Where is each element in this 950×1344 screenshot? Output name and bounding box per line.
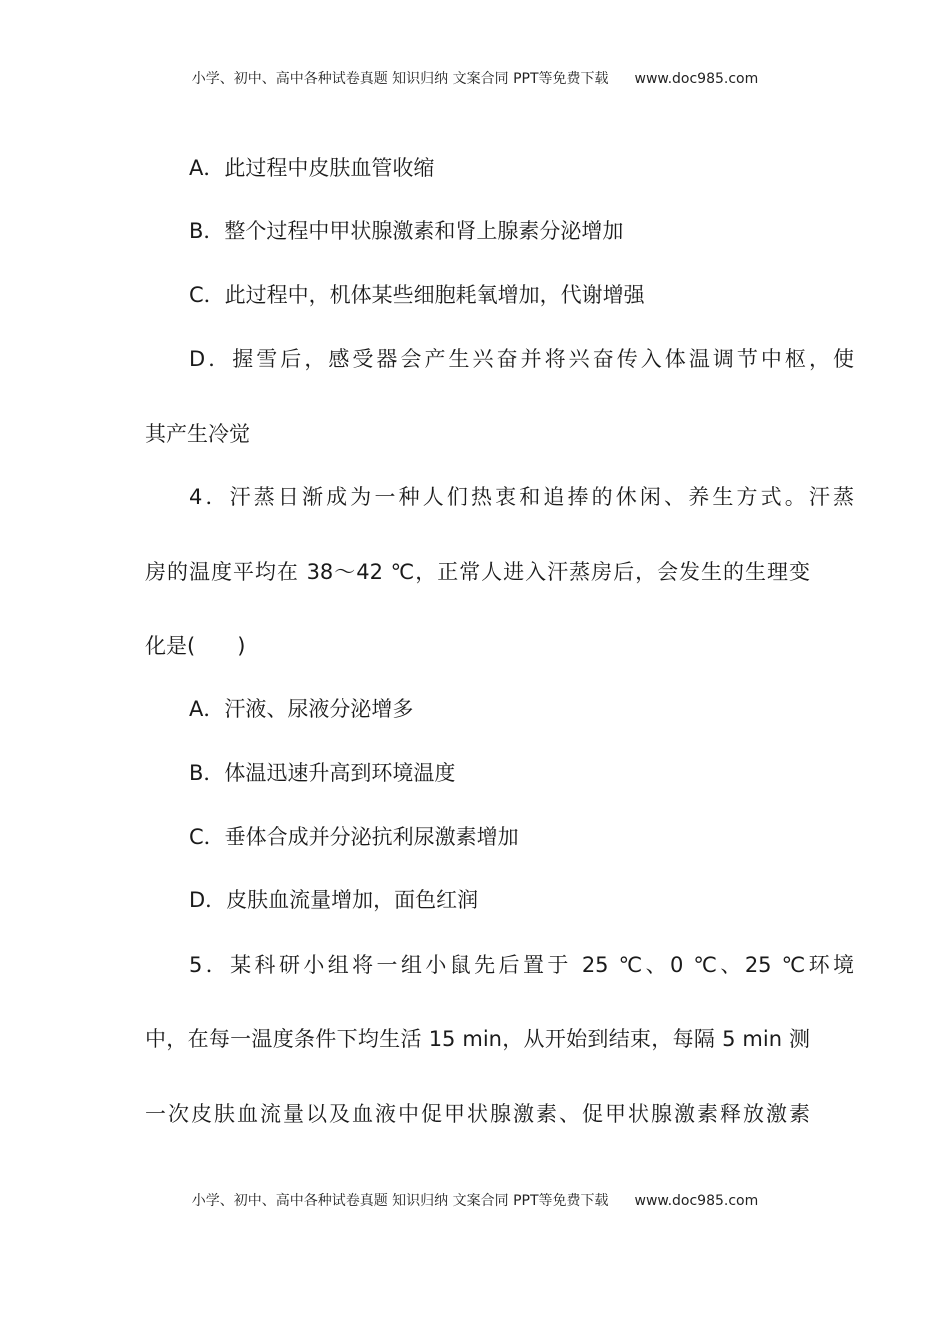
q3-option-c: C．此过程中，机体某些细胞耗氧增加，代谢增强 <box>189 283 645 307</box>
q4-option-b: B．体温迅速升高到环境温度 <box>189 761 456 785</box>
footer-text: 小学、初中、高中各种试卷真题 知识归纳 文案合同 PPT等免费下载 <box>191 1193 609 1209</box>
q5-stem-line2: 中，在每一温度条件下均生活 15 min，从开始到结束，每隔 5 min 测 <box>145 1027 810 1051</box>
q4-option-a: A．汗液、尿液分泌增多 <box>189 697 414 721</box>
header-site-link[interactable]: www.doc985.com <box>634 71 759 87</box>
header-text: 小学、初中、高中各种试卷真题 知识归纳 文案合同 PPT等免费下载 <box>191 71 609 87</box>
page-footer <box>0 1190 950 1210</box>
q3-option-d-line1: D．握雪后，感受器会产生兴奋并将兴奋传入体温调节中枢，使 <box>189 347 854 371</box>
q3-option-a: A．此过程中皮肤血管收缩 <box>189 156 435 180</box>
q4-option-c: C．垂体合成并分泌抗利尿激素增加 <box>189 825 519 849</box>
q4-stem-line2: 房的温度平均在 38～42 ℃，正常人进入汗蒸房后，会发生的生理变 <box>145 560 810 584</box>
q3-option-b: B．整个过程中甲状腺激素和肾上腺素分泌增加 <box>189 219 624 243</box>
q5-stem-line1: 5．某科研小组将一组小鼠先后置于 25 ℃、0 ℃、25 ℃环境 <box>189 953 854 977</box>
q4-stem-line1: 4．汗蒸日渐成为一种人们热衷和追捧的休闲、养生方式。汗蒸 <box>189 485 854 509</box>
q4-option-d: D．皮肤血流量增加，面色红润 <box>189 888 479 912</box>
footer-site-link[interactable]: www.doc985.com <box>634 1193 759 1209</box>
q5-stem-line3: 一次皮肤血流量以及血液中促甲状腺激素、促甲状腺激素释放激素 <box>145 1102 810 1126</box>
q3-option-d-line2: 其产生冷觉 <box>145 422 250 446</box>
page-header <box>0 68 950 88</box>
q4-stem-line3: 化是( ) <box>145 634 246 658</box>
